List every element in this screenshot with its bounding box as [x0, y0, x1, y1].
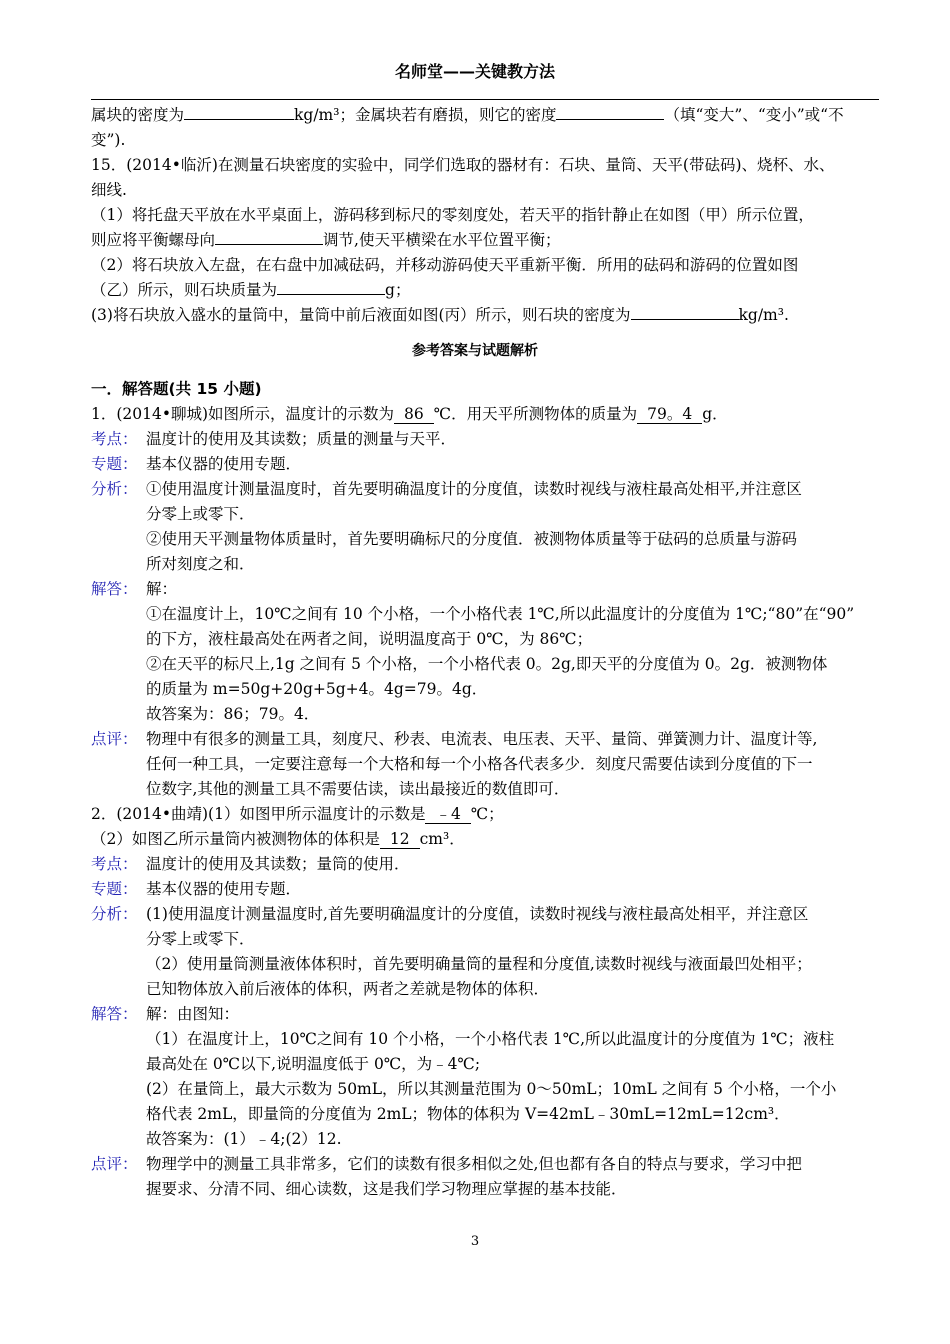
- a1-answer-1: 86: [394, 406, 434, 424]
- answer-blank: [277, 279, 385, 295]
- answer-blank: [631, 304, 739, 320]
- page-header-title: 名师堂——关键教方法: [394, 62, 555, 81]
- a2-zhuanti: [91, 878, 301, 900]
- a2-fenxi-line: 分零上或零下．: [146, 930, 255, 948]
- a2-dianping-line: 握要求、分清不同、细心读数，这是我们学习物理应掌握的基本技能．: [146, 1180, 627, 1198]
- label-kaodian: 考点：: [91, 855, 138, 873]
- q14-line-2: 变”).: [91, 131, 126, 149]
- a1-jieda-line: 的下方，液柱最高处在两者之间，说明温度高于 0℃，为 86℃；: [146, 630, 593, 648]
- q15-line: （1）将托盘天平放在水平桌面上，游码移到标尺的零刻度处，若天平的指针静止在如图（甲）所示位置，: [91, 206, 814, 224]
- answer-blank: [215, 229, 323, 245]
- a1-fenxi-line: ②使用天平测量物体质量时，首先要明确标尺的分度值．被测物体质量等于砝码的总质量与游码: [146, 530, 798, 548]
- a1-jieda-line: 故答案为：86；79。4．: [146, 705, 320, 723]
- q15-line: 细线.: [91, 181, 127, 199]
- a2-question-2: [91, 828, 465, 850]
- a2-kaodian-text: 温度计的使用及其读数；量筒的使用．: [146, 855, 410, 873]
- page-number: 3: [470, 1234, 480, 1249]
- a1-fenxi-line: 所对刻度之和．: [146, 555, 255, 573]
- a1-text: g．: [702, 405, 728, 423]
- a2-jieda-line: 最高处在 0℃以下,说明温度低于 0℃，为﹣4℃;: [146, 1055, 481, 1073]
- part-title: 一．解答题(共 15 小题): [91, 380, 262, 398]
- answer-blank: [184, 104, 294, 120]
- q14-text: kg/m³；金属块若有磨损，则它的密度: [294, 106, 557, 124]
- a1-fenxi-line: 分零上或零下．: [146, 505, 255, 523]
- a2-jieda-line: 格代表 2mL，即量筒的分度值为 2mL；物体的体积为 V=42mL﹣30mL=12mL=12cm³．: [146, 1105, 790, 1123]
- label-jieda: 解答：: [91, 1005, 138, 1023]
- q14-line-1: [91, 104, 844, 126]
- label-zhuanti: 专题：: [91, 880, 138, 898]
- q15-text: kg/m³.: [738, 306, 789, 324]
- a1-dianping-line: 位数字,其他的测量工具不需要估读，读出最接近的数值即可．: [146, 780, 570, 798]
- a2-text: cm³．: [419, 830, 465, 848]
- a1-question: [91, 403, 728, 425]
- a2-fenxi-line: （2）使用量筒测量液体体积时，首先要明确量筒的量程和分度值,读数时视线与液面最凹处相平；: [146, 955, 812, 973]
- a1-jieda-line: ②在天平的标尺上,1g 之间有 5 个小格，一个小格代表 0。2g,即天平的分度值为 0。2g．被测物体: [146, 655, 828, 673]
- a2-fenxi-line: 已知物体放入前后液体的体积，两者之差就是物体的体积．: [146, 980, 550, 998]
- a1-jieda: [91, 578, 177, 600]
- a1-fenxi-text: ①使用温度计测量温度时，首先要明确温度计的分度值，读数时视线与液柱最高处相平,并注意区: [146, 480, 802, 498]
- a2-answer-1: ﹣4: [425, 806, 470, 824]
- label-fenxi: 分析：: [91, 905, 138, 923]
- a1-jieda-line: 的质量为 m=50g+20g+5g+4。4g=79。4g．: [146, 680, 488, 698]
- a2-fenxi-text: (1)使用温度计测量温度时,首先要明确温度计的分度值，读数时视线与液柱最高处相平，并注意区: [146, 905, 809, 923]
- a2-jieda-line: 故答案为：(1）﹣4;(2）12.: [146, 1130, 342, 1148]
- a2-jieda-line: (2）在量筒上，最大示数为 50mL，所以其测量范围为 0～50mL；10mL 之间有 5 个小格，一个小: [146, 1080, 837, 1098]
- q15-text: g；: [385, 281, 411, 299]
- q15-text: 则应将平衡螺母向: [91, 231, 216, 249]
- a1-jieda-line: ①在温度计上，10℃之间有 10 个小格，一个小格代表 1℃,所以此温度计的分度值为 1℃;“80”在“90”: [146, 605, 855, 623]
- a1-text: 1．(2014•聊城)如图所示，温度计的示数为: [91, 405, 395, 423]
- q15-line: [91, 304, 789, 326]
- section-title: 参考答案与试题解析: [412, 343, 538, 359]
- q14-text: 属块的密度为: [91, 106, 185, 124]
- a2-kaodian: [91, 853, 410, 875]
- a1-kaodian-text: 温度计的使用及其读数；质量的测量与天平．: [146, 430, 457, 448]
- a2-zhuanti-text: 基本仪器的使用专题．: [146, 880, 302, 898]
- q15-line: （2）将石块放入左盘，在右盘中加减砝码，并移动游码使天平重新平衡．所用的砝码和游码的位置如图: [91, 256, 799, 274]
- q14-text: （填“变大”、“变小”或“不: [664, 106, 844, 124]
- a2-answer-2: 12: [380, 831, 420, 849]
- label-dianping: 点评：: [91, 1155, 138, 1173]
- a2-text: ℃；: [470, 805, 504, 823]
- label-kaodian: 考点：: [91, 430, 138, 448]
- label-dianping: 点评：: [91, 730, 138, 748]
- a1-zhuanti: [91, 453, 301, 475]
- a1-jieda-text: 解：: [146, 580, 178, 598]
- a1-dianping-line: 任何一种工具，一定要注意每一个大格和每一个小格各代表多少．刻度尺需要估读到分度值的下一: [146, 755, 813, 773]
- q15-text: （乙）所示，则石块质量为: [91, 281, 278, 299]
- a1-text: ℃．用天平所测物体的质量为: [433, 405, 638, 423]
- q15-line: [91, 229, 560, 251]
- a2-dianping-text: 物理学中的测量工具非常多，它们的读数有很多相似之处,但也都有各自的特点与要求，学习中把: [146, 1155, 802, 1173]
- label-fenxi: 分析：: [91, 480, 138, 498]
- a1-fenxi: [91, 478, 802, 500]
- label-zhuanti: 专题：: [91, 455, 138, 473]
- q15-line: 15．(2014•临沂)在测量石块密度的实验中，同学们选取的器材有：石块、量筒、天平(带砝码)、烧杯、水、: [91, 156, 835, 174]
- q15-line: [91, 279, 410, 301]
- a1-zhuanti-text: 基本仪器的使用专题．: [146, 455, 302, 473]
- q15-text: (3)将石块放入盛水的量筒中，量筒中前后液面如图(丙）所示，则石块的密度为: [91, 306, 631, 324]
- a2-jieda-line: （1）在温度计上，10℃之间有 10 个小格，一个小格代表 1℃,所以此温度计的分度值为 1℃；液柱: [146, 1030, 835, 1048]
- a2-fenxi: [91, 903, 808, 925]
- a2-text: 2．(2014•曲靖)(1）如图甲所示温度计的示数是: [91, 805, 426, 823]
- a1-dianping-text: 物理中有很多的测量工具，刻度尺、秒表、电流表、电压表、天平、量筒、弹簧测力计、温度计等,: [146, 730, 818, 748]
- a2-jieda-text: 解：由图知：: [146, 1005, 240, 1023]
- q15-text: 调节,使天平横梁在水平位置平衡；: [323, 231, 561, 249]
- answer-blank: [556, 104, 664, 120]
- label-jieda: 解答：: [91, 580, 138, 598]
- a2-jieda: [91, 1003, 239, 1025]
- a1-kaodian: [91, 428, 456, 450]
- header-rule: [91, 99, 879, 100]
- a1-dianping: [91, 728, 817, 750]
- a1-answer-2: 79。4: [637, 406, 702, 424]
- a2-dianping: [91, 1153, 802, 1175]
- a2-text: （2）如图乙所示量筒内被测物体的体积是: [91, 830, 380, 848]
- a2-question-1: [91, 803, 504, 825]
